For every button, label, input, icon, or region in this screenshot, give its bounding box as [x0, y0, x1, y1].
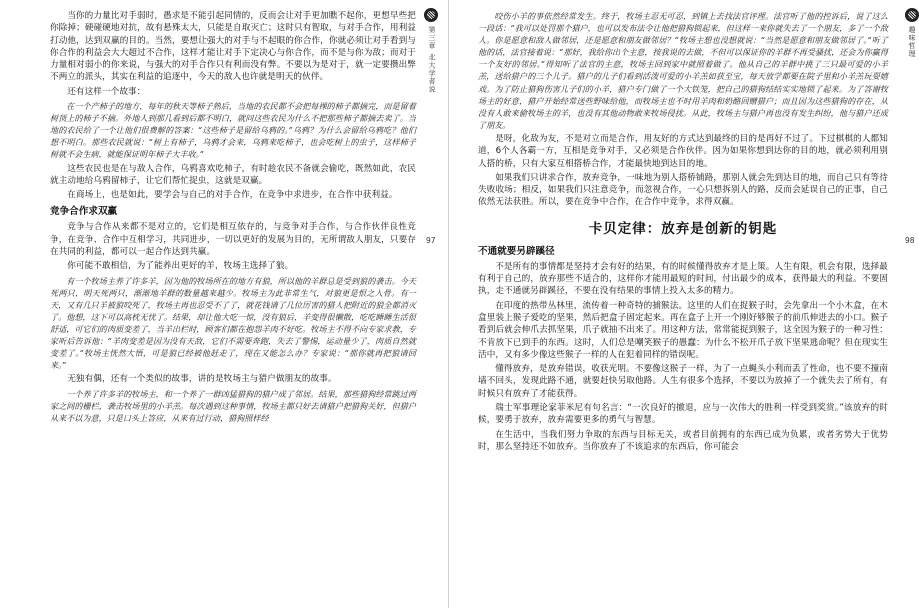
paragraph: 不是所有的事情都是坚持才会有好的结果，有的时候懂得放弃才是上策。人生有限，机会有限，选择最有利于自己的，放弃那些不适合的，这样你才能用最短的时间，付出最少的成本，获得最大的利益。不要固执，走不通就另辟蹊径，不要在没有结果的事情上投入太多的精力。: [478, 261, 888, 297]
paragraph: 这些农民也是在与敌人合作，乌鸦喜欢吃柿子，有时趁农民不备就会偷吃，既然如此，农民就主动地给乌鸦留柿子，让它们帮忙捉虫，这就是双赢。: [50, 163, 416, 186]
story-paragraph: 在一个产柿子的地方，每年的秋天等柿子熟后，当地的农民都不会把每裸的柿子都摘完，而是留着树顶上的柿子不摘。外地人到那几看到后都不明白，就问这些农民为什么不把那些柿子都摘去卖了。当地的农民给了一个让他们很费解的答案：“这些柿子是留给乌鸦的。”乌鸦？为什么会留给乌鸦吃？他们想不明白。那些农民就说：“树上有柿子，乌鸦才会来，乌鸦来吃柿子，也会吃树上的虫子，这样柿子树就不会生病，就能保证明年柿子大丰收。”: [50, 101, 416, 160]
paragraph: 在商场上，也是如此，要学会与自己的对手合作，在竞争中求进步，在合作中获利益。: [67, 190, 398, 201]
publisher-logo-icon: [424, 8, 438, 22]
left-running-header: 第三章 北大学者说: [428, 26, 436, 94]
left-page-content: [50, 10, 416, 426]
paragraph: 你可能不敢相信，为了能养出更好的羊，牧场主选择了狼。: [67, 261, 294, 272]
right-running-header: 趣味哲理: [908, 26, 916, 58]
left-page: [0, 0, 449, 608]
paragraph: 是呀，化敌为友，不是对立而是合作，用友好的方式达到最终的目的是再好不过了。下过棋棋的人都知道，6个人各霸一方，互相是竞争对手，又必须是合作伙伴。因为如果你想到达你的目的地，就必须利用别人搭的桥，只有大家互相搭桥合作，才能最快地到达目的地。: [478, 133, 888, 169]
section-subheading: 竞争合作求双赢: [50, 206, 118, 218]
paragraph: 如果我们只讲求合作，放弃竞争，一味地为别人搭桥铺路，那别人就会先到达目的地，而自己只有等待失败收场；相反，如果我们只注意竞争，而忽视合作，一心只想拆别人的路，反而会延误自己的正事，自己依然无法获胜。所以，要在竞争中合作，在合作中竞争，求得双赢。: [478, 172, 888, 208]
paragraph: 竞争与合作从来都不是对立的，它们是相互依存的，与竞争对手合作，与合作伙伴良性竞争，在竞争、合作中互相学习，共同进步，一切以更好的发展为目的，无所谓敌人朋友，只要存在共同的利益，都可以一起合作达到共赢。: [50, 222, 416, 258]
paragraph: 懂得放弃，是放弃错误，收获光明。不要像这猴子一样，为了一点蝇头小利而丢了性命，也不要不撞南墙不回头，发现此路不通，就要赶快另取他路。人生有很多个选择，不要以为放掉了一个就失去了所有，有时候只有放弃了才能获得。: [478, 364, 888, 399]
section-subheading: 不通就要另辟蹊径: [478, 245, 555, 257]
paragraph: 无独有偶，还有一个类似的故事，讲的是牧场主与猎户做朋友的故事。: [67, 374, 337, 385]
story-paragraph: 有一个牧场主养了许多羊，因为他的牧场所在的地方有狼，所以他的羊群总是受到狼的袭击。今天死两只，明天死两只，渐渐地羊群的数量越来越少。牧场主为此非常生气，对狼更是恨之入骨。有一天，又有几只羊被狼咬死了，牧场主再也忍受不了了，就花钱请了几位厉害的猎人把附近的狼全都消灭了。他想，这下可以高枕无忧了。结果，却让他大吃一惊，没有狼后，羊变得很懒散，吃吃睡睡生活很舒适，可它们的肉质变差了，当羊出栏时，顾客们都在抱怨羊肉不好吃。牧场主不得不向专家求教，专家听后告诉他：“羊肉变差是因为没有天敌，它们不需要奔跑，失去了警惕，运动量少了，肉质自然就变差了。”牧场主恍然大悟，可是狼已经被他赶走了，现在又能怎么办？专家说：“那你就再把狼请回来。”: [50, 275, 416, 371]
paragraph: 瑞士军事理论家菲米尼有句名言：“一次良好的撤退，应与一次伟大的胜利一样受到奖赏。”该放弃的时候，要勇于放弃，放弃需要更多的勇气与智慧。: [478, 402, 888, 426]
chapter-title: 卡贝定律：放弃是创新的钥匙: [588, 220, 778, 237]
left-page-number: 97: [426, 236, 436, 245]
story-paragraph: 一个养了许多羊的牧场主，和一个养了一群凶猛猎狗的猎户成了邻居。结果，那些猎狗经常跳过两家之间的栅栏，袭击牧场里的小羊羔。每次遇到这种事情，牧场主都只好去请猎户把猎狗关好，但猎户从来不以为意，只是口头上答应，从来有过行动，猎狗照样经: [50, 388, 416, 423]
right-page-number: 98: [905, 236, 915, 245]
right-page-content: [478, 10, 888, 455]
story-paragraph: 咬伤小羊的事依然经常发生。终于，牧场主忍无可忍，到镇上去找法官评理。法官听了他的控诉后，说了这么一段话：“我可以处罚那个猎户，也可以发布法令让他把猎狗锁起来，但这样一来你就失去了一个朋友，多了一个敌人。你是愿意和敌人做邻居，还是愿意和朋友做邻居？”牧场主想也没想就说：“当然是愿意和朋友做邻居了。”听了他的话，法官接着说：“那好，我给你出个主意，按我说的去做，不但可以保证你的羊群不再受骚扰，还会为你赢得一个友好的邻居。”得知听了法官的主意，牧场主回到家中就照着做了。他从自己的羊群中挑了三只最可爱的小羊羔，送给猎户的三个儿子。猎户的儿子们看到活泼可爱的小羊羔如获至宝，每天放学都要在院子里和小羊羔玩耍嬉戏。为了防止猎狗伤害儿子们的小羊，猎户专门做了一个大铁笼，把自己的猎狗结结实实地锁了起来。为了答谢牧场主的好意，猎户开始经常送些野味给他，而牧场主也不时用羊肉和奶酪回赠猎户；而且因为这些猎狗的存在，从没有人敢来偷牧场主的羊，也没有其他动物敢来牧场侵扰。从此，牧场主与猎户再也没有发生纠纷，他与猎户还成了朋友。: [478, 11, 888, 130]
paragraph: 当你的力量比对手弱时，愚求是不能引起同情的，反而会让对手更加瞧不起你，更想早些把你除掉；硬碰硬地对抗，故有悬殊太大，只能是自取灭亡；这时只有智取，与对手合作，用利益打动他，达到双赢的目的。当然，要想让强大的对手与不起眼的你合作，你就必须让对手看到与你合作的利益会大大超过不合作，这样才能让对手下定决心与你合作，而不是与你为敌；而对于力量相对弱小的你来说，与强大的对手合作只有利而没有弊。不要以为是对于，就一定要攒出弊不两立的派头，其实在利益的追逐中，今天的敌人也许就是明天的伙伴。: [50, 11, 416, 83]
paragraph: 在印度的热带丛林里，流传着一种奇特的捕猴法。这里的人们在捉猴子时，会先拿出一个小木盒，在木盒里装上猴子爱吃的坚果，然后把盒子固定起来。再在盒子上开一个刚好够猴子的前爪伸进去的小口。猴子看到后就会伸爪去抓坚果，爪子就抽不出来了。用这种方法，常常能捉到猴子，这全因为猴子的一种习性：不肯放下已到手的东西。这时，人们总是嘲笑猴子的愚蠢：为什么不松开爪子放下坚果逃命呢？但在现实生活中，又有多少像这些猴子一样的人在犯着同样的错误呢。: [478, 300, 888, 360]
publisher-logo-icon: [905, 8, 919, 22]
paragraph: 在生活中，当我们努力争取的东西与目标无关，或者目前拥有的东西已成为负累，或者劣势大于优势时，那么坚持还不如放弃。当你放弃了不该追求的东西后，你可能会: [478, 429, 888, 452]
paragraph: 还有这样一个故事：: [67, 86, 146, 97]
